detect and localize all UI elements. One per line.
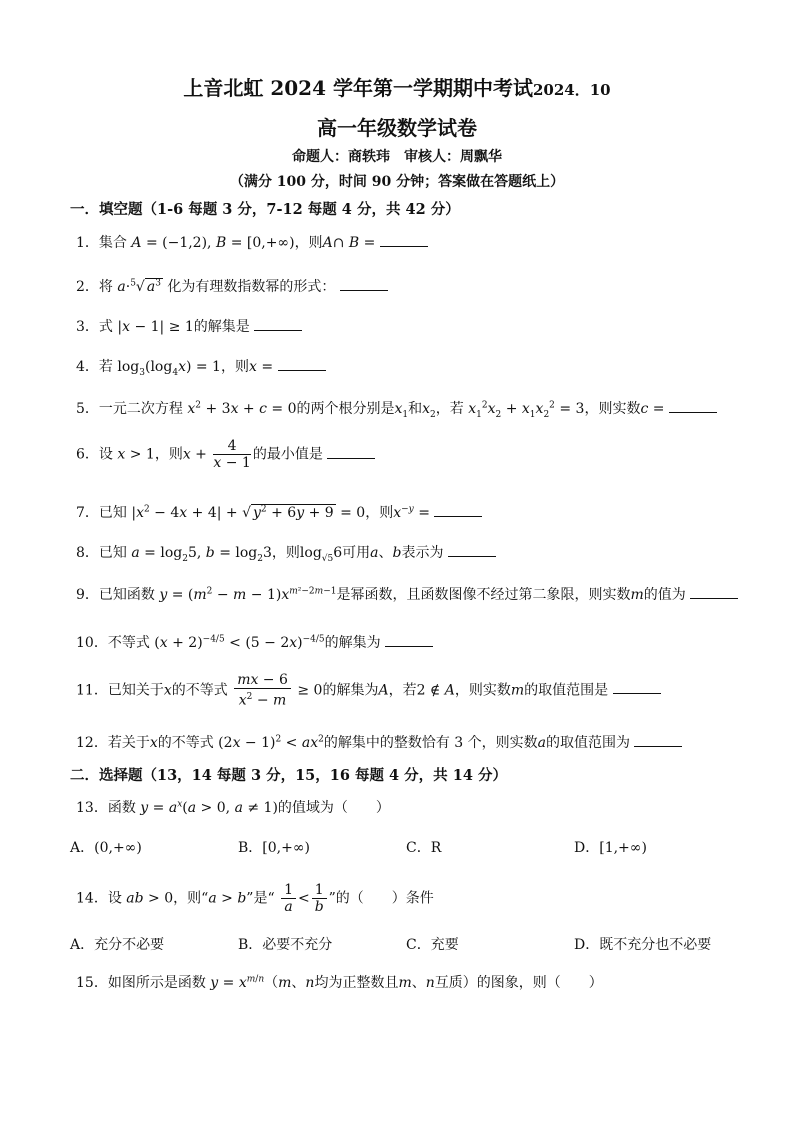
question-text: 的不等式 [157,735,214,751]
question-text: （ [264,975,279,991]
question-number: 14． [76,890,108,907]
q13-option-c: C．R [406,840,442,856]
question-text: 表示为 [401,545,444,561]
question-number: 7． [76,505,99,521]
question-text: 设 [107,890,122,907]
question-text: ”的（ ）条件 [328,890,434,907]
answer-blank [327,446,375,459]
question-13: 13．函数 $y = a^x(a > 0$, a ≠ 1)的值域为（ ） [76,799,390,816]
question-2: 2．将 a·$^5$√ $a^3$ 化为有理数指数幂的形式： [76,276,388,296]
question-text: 的取值范围是 [524,682,609,699]
question-text: ，则 [220,359,249,375]
question-text: 的不等式 [171,682,228,699]
question-text: 已知 [98,505,127,521]
question-text: 函数 [107,800,136,816]
answer-blank [448,544,496,557]
question-text: ，则 [271,545,300,561]
fraction: $\frac{1}{b}$ [312,882,327,915]
question-text: 是幂函数，且函数图像不经过第二象限，则实数 [336,587,631,603]
question-text: 的取值范围为 [546,735,630,751]
question-text: 的值为 [643,587,686,603]
question-text: ，则实数 [454,682,511,699]
question-text: 、 [378,545,393,561]
q13-option-d: D．[1,+∞) [574,840,647,856]
question-text: 的解集为 [324,635,381,651]
exam-title [0,72,794,101]
question-text: 的最小值是 [252,446,323,463]
question-text: 和 [408,401,423,417]
question-text: 的解集是 [193,319,250,335]
question-number: 15． [76,975,108,991]
question-9: 9．已知函数 $y = (m^2 - m - 1)x^{m^2-2m-1}$是幂函数，且函数图像不经过第二象限，则实数m的值为 [76,584,738,604]
question-12: 12．若关于x的不等式 $(2x - 1)^2 < ax^2$的解集中的整数恰有 3 个，则实数a的取值范围为 [76,732,682,752]
question-text: 化为有理数指数幂的形式： [167,279,336,295]
question-number: 12． [76,735,108,751]
question-number: 10． [76,635,108,651]
question-text: 式 [98,319,113,335]
question-number: 2． [76,279,99,295]
question-number: 4． [76,359,99,375]
question-4: 4．若 $\log_3(\log_4x) = 1$，则x = [76,356,326,378]
answer-blank [278,358,326,371]
question-text: 的两个根分别是 [296,401,395,417]
question-text: 、 [291,975,306,991]
fraction: $\frac{mx - 6}{x^2 - m}$ [234,672,291,709]
fraction: $\frac{1}{a}$ [281,882,296,915]
question-text: ，则 [365,505,394,521]
answer-blank [434,504,482,517]
question-5: 5．一元二次方程 $x^2 + 3x + c = 0$的两个根分别是$x_1$和$x_2$，若 $x_1^2x_2 + x_1x_2^2 = 3$，则实数c = [76,398,717,420]
question-text: 的解集为 [322,682,379,699]
question-number: 3． [76,319,99,335]
question-text: ，则 [294,235,323,251]
question-number: 11． [76,682,108,699]
question-3: 3．式 |x − 1| ≥ 1的解集是 [76,316,302,336]
answer-blank [634,734,682,747]
question-11: 11．已知关于x的不等式 $\frac{mx - 6}{x^2 - m}$ ≥ 0的解集为A，若2 ∉ A，则实数m的取值范围是 [76,672,661,709]
question-15: 15．如图所示是函数 $y = x^{m/n}(m$、n均为正整数且m、n互质）的图象，则（ ） [76,974,603,991]
question-10: 10．不等式 $(x + 2)^{-4/5} < (5 - 2x)^{-4/5}$的解集为 [76,632,433,652]
q14-option-d: D．既不充分也不必要 [574,937,712,953]
question-6: 6．设 x > 1，则x + $\frac{4}{x - 1}$ 的最小值是 [76,438,375,471]
section-heading-multiple-choice: 二．选择题（13，14 每题 3 分，15，16 每题 4 分，共 14 分） [70,767,507,784]
question-number: 1． [76,235,99,251]
answer-blank [340,278,388,291]
q14-option-b: B．必要不充分 [238,937,333,953]
answer-blank [385,634,433,647]
exam-date: 2024．10 [532,81,611,99]
answer-blank [690,586,738,599]
question-text: 若关于 [107,735,150,751]
q14-option-c: C．充要 [406,937,459,953]
question-text: 设 [98,446,113,463]
answer-blank [613,681,661,694]
question-8: 8．已知 $a = \log_25$, $b = \log_23$，则$\log_{√5}6$可用a、b表示为 [76,542,496,564]
question-text: ，则 [154,446,183,463]
question-text: ，则“ [173,890,209,907]
question-text: 若 [98,359,113,375]
question-7: 7．已知 $|x^2 - 4x + 4|$ + √ $y^2 + 6y + 9 = 0$，则$x^{-y}$ = [76,502,482,522]
exam-authors: 命题人：商轶玮 审核人：周飘华 [292,149,502,165]
question-text: 将 [98,279,113,295]
section-heading-fill-in: 一．填空题（1-6 每题 3 分，7-12 每题 4 分，共 42 分） [70,201,460,218]
question-text: 的值域为（ ） [277,800,390,816]
question-text: 已知关于 [107,682,164,699]
question-text: 、 [411,975,426,991]
title-text: 上音北虹 2024 学年第一学期期中考试 [183,76,533,100]
question-text: 可用 [342,545,371,561]
q14-option-a: A．充分不必要 [70,937,165,953]
question-number: 9． [76,587,99,603]
question-text: 集合 [98,235,127,251]
question-text: 已知 [98,545,127,561]
question-14: 14．设 ab > 0，则“a > b”是“ $\frac{1}{a}$ < $\frac{1}{b}$ ”的（ ）条件 [76,882,434,915]
q13-option-b: B．[0,+∞) [238,840,310,856]
fraction: $\frac{4}{x - 1}$ [213,438,251,471]
question-text: 互质）的图象，则（ ） [434,975,603,991]
question-text: 如图所示是函数 [107,975,206,991]
question-text: 不等式 [107,635,150,651]
question-text: ，若 [388,682,417,699]
question-text: ”是“ [246,890,275,907]
question-number: 6． [76,446,99,463]
exam-notes: （满分 100 分，时间 90 分钟；答案做在答题纸上） [229,174,565,190]
question-text: 均为正整数且 [314,975,399,991]
question-text: ，则实数 [584,401,641,417]
question-text: = [359,235,376,251]
question-number: 13． [76,800,108,816]
question-number: 5． [76,401,99,417]
question-text: 已知函数 [98,587,155,603]
question-1: 1．集合 A = (−1,2), B = [0,+∞)，则A∩ B = [76,232,428,252]
question-text: 的解集中的整数恰有 3 个，则实数 [323,735,538,751]
answer-blank [669,400,717,413]
q13-option-a: A．(0,+∞) [70,840,142,856]
question-text: 一元二次方程 [98,401,183,417]
answer-blank [254,318,302,331]
question-text: ，若 [435,401,464,417]
answer-blank [380,234,428,247]
exam-subtitle: 高一年级数学试卷 [317,116,477,140]
question-number: 8． [76,545,99,561]
